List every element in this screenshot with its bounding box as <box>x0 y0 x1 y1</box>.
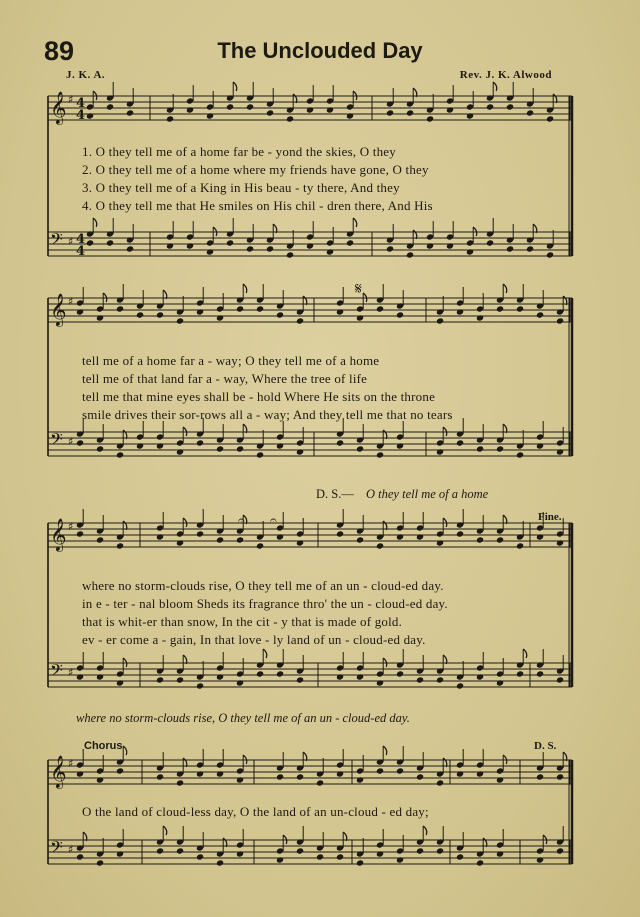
sharp-sign: ♯ <box>68 843 74 856</box>
note-head <box>326 106 334 113</box>
lyric-verse-3: tell me that mine eyes shall be - hold Where He sits on the throne <box>82 389 436 404</box>
note-head <box>196 682 204 689</box>
note-head <box>286 115 294 122</box>
note-head <box>116 767 124 774</box>
note-head <box>356 314 364 321</box>
note-head <box>496 679 504 686</box>
hymn-number: 89 <box>44 36 75 66</box>
note-head <box>456 439 464 446</box>
note-flag <box>523 649 527 658</box>
note-head <box>386 109 394 116</box>
lyric-verse-2: in e - ter - nal bloom Sheds its fragrance thro' the un - cloud-ed day. <box>82 596 448 611</box>
note-head <box>186 242 194 249</box>
note-head <box>536 533 544 540</box>
note-head <box>516 451 524 458</box>
note-head <box>476 770 484 777</box>
segno-sign: 𝄋 <box>355 279 362 298</box>
note-head <box>166 242 174 249</box>
note-head <box>196 530 204 537</box>
note-head <box>376 305 384 312</box>
note-head <box>76 308 84 315</box>
lyric-verse-3: that is whit-er than snow, In the cit - y that is made of gold. <box>82 614 403 629</box>
note-head <box>236 536 244 543</box>
note-head <box>426 115 434 122</box>
note-flag <box>233 82 237 91</box>
note-head <box>236 445 244 452</box>
note-head <box>376 451 384 458</box>
note-flag <box>493 82 497 91</box>
note-head <box>216 536 224 543</box>
note-head <box>316 779 324 786</box>
note-flag <box>93 218 97 227</box>
note-head <box>466 248 474 255</box>
sharp-sign: ♯ <box>68 757 74 770</box>
note-head <box>196 770 204 777</box>
note-head <box>276 856 284 863</box>
note-head <box>506 103 514 110</box>
note-head <box>236 776 244 783</box>
note-head <box>176 847 184 854</box>
note-head <box>436 317 444 324</box>
note-head <box>476 859 484 866</box>
note-head <box>276 442 284 449</box>
note-head <box>296 448 304 455</box>
note-head <box>376 850 384 857</box>
note-head <box>436 676 444 683</box>
note-head <box>276 311 284 318</box>
note-head <box>116 305 124 312</box>
note-head <box>506 245 514 252</box>
note-flag <box>263 649 267 658</box>
note-head <box>256 451 264 458</box>
note-head <box>76 673 84 680</box>
note-head <box>156 442 164 449</box>
note-head <box>316 853 324 860</box>
note-head <box>496 776 504 783</box>
note-head <box>96 776 104 783</box>
note-head <box>206 112 214 119</box>
note-head <box>296 317 304 324</box>
note-head <box>186 106 194 113</box>
note-flag <box>383 746 387 755</box>
note-head <box>456 682 464 689</box>
treble-clef: 𝄞 <box>50 293 67 326</box>
note-flag <box>353 218 357 227</box>
note-head <box>166 115 174 122</box>
note-head <box>86 239 94 246</box>
note-head <box>396 856 404 863</box>
note-head <box>356 673 364 680</box>
note-head <box>536 670 544 677</box>
bass-clef: 𝄢 <box>50 429 63 453</box>
bass-clef: 𝄢 <box>50 837 63 861</box>
note-head <box>516 670 524 677</box>
ds-lyric: O they tell me of a home <box>366 487 489 501</box>
words-credit: J. K. A. <box>66 69 106 81</box>
note-head <box>246 245 254 252</box>
ds-label: D. S. <box>534 740 557 752</box>
note-head <box>76 853 84 860</box>
lyric-verse-2: tell me of that land far a - way, Where the tree of life <box>82 371 368 386</box>
note-head <box>396 670 404 677</box>
note-head <box>116 451 124 458</box>
time-signature: 4 <box>76 96 86 111</box>
note-head <box>376 679 384 686</box>
note-head <box>536 442 544 449</box>
note-head <box>196 439 204 446</box>
note-head <box>476 314 484 321</box>
sharp-sign: ♯ <box>68 666 74 679</box>
note-head <box>216 314 224 321</box>
note-head <box>296 676 304 683</box>
note-head <box>116 679 124 686</box>
note-head <box>556 676 564 683</box>
note-head <box>256 670 264 677</box>
note-head <box>156 533 164 540</box>
note-head <box>336 308 344 315</box>
note-head <box>436 539 444 546</box>
note-head <box>456 853 464 860</box>
note-head <box>516 305 524 312</box>
fine-marking: Fine. <box>538 511 562 523</box>
note-head <box>306 106 314 113</box>
note-head <box>256 305 264 312</box>
note-head <box>176 676 184 683</box>
note-head <box>176 779 184 786</box>
note-head <box>96 314 104 321</box>
time-signature: 4 <box>76 232 86 247</box>
treble-clef: 𝄞 <box>50 755 67 788</box>
note-head <box>76 770 84 777</box>
note-head <box>516 542 524 549</box>
note-head <box>296 847 304 854</box>
lyric-verse-1: 1. O they tell me of a home far be - yond the skies, O they <box>82 144 396 159</box>
sharp-sign: ♯ <box>68 295 74 308</box>
note-head <box>396 767 404 774</box>
note-head <box>436 448 444 455</box>
note-head <box>396 442 404 449</box>
note-head <box>496 305 504 312</box>
note-head <box>206 248 214 255</box>
note-head <box>426 242 434 249</box>
time-signature: 4 <box>76 244 86 259</box>
note-head <box>296 539 304 546</box>
note-head <box>376 767 384 774</box>
note-head <box>276 773 284 780</box>
note-flag <box>503 284 507 293</box>
sharp-sign: ♯ <box>68 520 74 533</box>
note-head <box>376 542 384 549</box>
note-head <box>486 239 494 246</box>
note-flag <box>163 826 167 835</box>
note-head <box>556 847 564 854</box>
lyric-verse-2: 2. O they tell me of a home where my friends have gone, O they <box>82 162 429 177</box>
treble-clef: 𝄞 <box>50 518 67 551</box>
note-head <box>76 439 84 446</box>
note-head <box>526 109 534 116</box>
note-head <box>96 859 104 866</box>
note-head <box>386 245 394 252</box>
note-head <box>436 779 444 786</box>
note-head <box>456 308 464 315</box>
music-credit: Rev. J. K. Alwood <box>459 69 552 81</box>
note-head <box>276 533 284 540</box>
chorus-label: Chorus <box>84 740 123 752</box>
sharp-sign: ♯ <box>68 435 74 448</box>
note-head <box>536 773 544 780</box>
note-head <box>346 239 354 246</box>
note-head <box>456 770 464 777</box>
note-head <box>446 106 454 113</box>
note-head <box>346 112 354 119</box>
note-head <box>406 109 414 116</box>
note-head <box>196 308 204 315</box>
note-head <box>176 539 184 546</box>
note-flag <box>123 746 127 755</box>
hymn-title: The Unclouded Day <box>217 38 423 63</box>
bass-clef: 𝄢 <box>50 229 63 253</box>
note-head <box>226 239 234 246</box>
note-head <box>536 311 544 318</box>
note-head <box>396 311 404 318</box>
lyric-verse-4: smile drives their sor-rows all a - way; And they tell me that no tears <box>82 407 453 422</box>
fermata-sign: 𝄐 <box>270 513 277 527</box>
sharp-sign: ♯ <box>68 93 74 106</box>
note-head <box>436 847 444 854</box>
bass-clef: 𝄢 <box>50 660 63 684</box>
lyric-verse-4: 4. O they tell me that He smiles on His chil - dren there, And His <box>82 198 433 213</box>
note-head <box>76 530 84 537</box>
note-head <box>276 670 284 677</box>
note-head <box>126 245 134 252</box>
note-head <box>216 770 224 777</box>
note-head <box>326 248 334 255</box>
note-head <box>216 445 224 452</box>
note-head <box>556 448 564 455</box>
note-head <box>116 850 124 857</box>
lyric-chorus: O the land of cloud-less day, O the land of an un-cloud - ed day; <box>82 804 429 819</box>
note-head <box>526 245 534 252</box>
note-head <box>456 530 464 537</box>
note-head <box>106 239 114 246</box>
fermata-sign: 𝄐 <box>238 513 245 527</box>
note-head <box>476 445 484 452</box>
note-head <box>236 305 244 312</box>
note-head <box>156 847 164 854</box>
note-head <box>496 536 504 543</box>
note-head <box>356 536 364 543</box>
note-head <box>176 448 184 455</box>
note-head <box>256 542 264 549</box>
note-head <box>266 245 274 252</box>
note-head <box>486 103 494 110</box>
note-head <box>176 317 184 324</box>
note-head <box>556 773 564 780</box>
note-flag <box>423 826 427 835</box>
note-head <box>416 533 424 540</box>
note-head <box>216 859 224 866</box>
note-head <box>536 856 544 863</box>
note-head <box>106 103 114 110</box>
note-head <box>86 112 94 119</box>
note-flag <box>243 284 247 293</box>
note-head <box>96 445 104 452</box>
lyric-verse-3: 3. O they tell me of a King in His beau - ty there, And they <box>82 180 400 195</box>
note-head <box>96 536 104 543</box>
note-head <box>286 251 294 258</box>
note-head <box>496 445 504 452</box>
note-head <box>156 676 164 683</box>
note-head <box>556 539 564 546</box>
note-head <box>406 251 414 258</box>
note-head <box>236 850 244 857</box>
note-head <box>416 847 424 854</box>
note-head <box>336 530 344 537</box>
note-head <box>546 115 554 122</box>
note-head <box>226 103 234 110</box>
note-head <box>116 542 124 549</box>
note-head <box>356 776 364 783</box>
note-head <box>446 242 454 249</box>
treble-clef: 𝄞 <box>50 91 67 124</box>
note-head <box>556 317 564 324</box>
note-head <box>236 679 244 686</box>
lyric-verse-1: where no storm-clouds rise, O they tell me of an un - cloud-ed day. <box>82 578 444 593</box>
note-head <box>156 311 164 318</box>
lyric-verse-4: ev - er come a - gain, In that love - ly land of un - cloud-ed day. <box>82 632 426 647</box>
note-head <box>136 442 144 449</box>
note-head <box>266 109 274 116</box>
lyric-verse-1: tell me of a home far a - way; O they tell me of a home <box>82 353 380 368</box>
note-head <box>216 673 224 680</box>
note-head <box>336 770 344 777</box>
note-head <box>546 251 554 258</box>
note-head <box>336 439 344 446</box>
note-head <box>496 850 504 857</box>
note-head <box>476 673 484 680</box>
note-head <box>466 112 474 119</box>
note-head <box>336 853 344 860</box>
ds-label: D. S.— <box>316 487 354 501</box>
note-head <box>476 536 484 543</box>
lyric-bottom-staff: where no storm-clouds rise, O they tell me of an un - cloud-ed day. <box>76 711 410 725</box>
note-head <box>196 853 204 860</box>
note-head <box>126 109 134 116</box>
sharp-sign: ♯ <box>68 235 74 248</box>
note-head <box>416 773 424 780</box>
note-head <box>296 773 304 780</box>
note-head <box>416 676 424 683</box>
note-head <box>356 859 364 866</box>
note-head <box>246 103 254 110</box>
note-head <box>396 533 404 540</box>
note-head <box>96 673 104 680</box>
note-head <box>356 445 364 452</box>
note-head <box>156 773 164 780</box>
note-head <box>306 242 314 249</box>
time-signature: 4 <box>76 108 86 123</box>
note-head <box>336 673 344 680</box>
note-head <box>136 311 144 318</box>
